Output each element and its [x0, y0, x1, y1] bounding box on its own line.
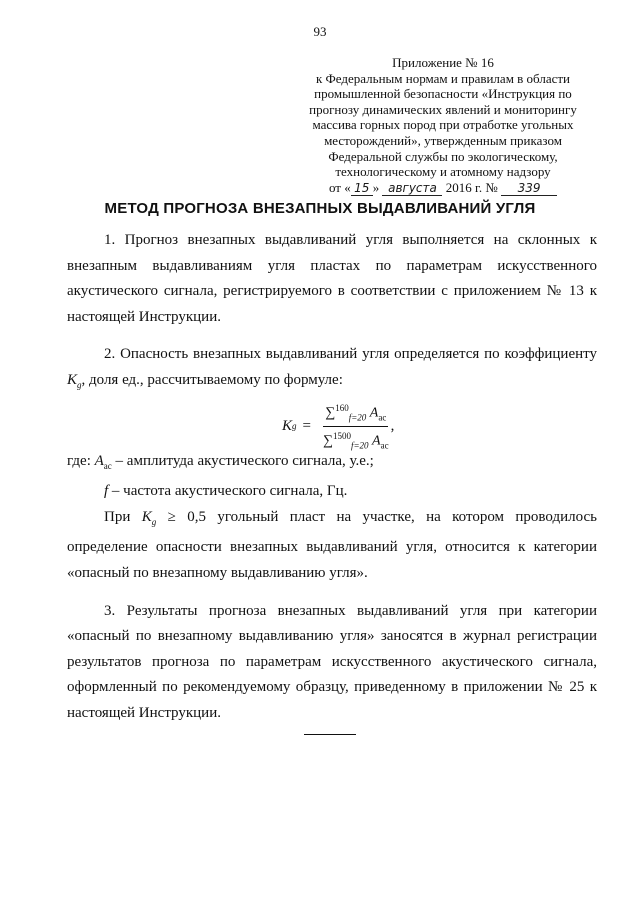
coefficient-subscript: g	[77, 379, 82, 390]
page-number: 93	[313, 24, 327, 39]
frequency-text: – частота акустического сигнала, Гц.	[108, 483, 348, 500]
order-year: 2016 г. №	[445, 179, 498, 195]
paragraph-3-text-after: ≥ 0,5 угольный пласт на участке, на котором проводилось определение опасности внезапных выдавливаний угля, относится к категории «опасный по внезапному выдавливанию угля».	[67, 508, 597, 581]
formula-lhs-subscript: g	[292, 420, 297, 431]
paragraph-3-text-before: При	[104, 508, 142, 525]
document-body	[67, 228, 597, 727]
paragraph-1: 1. Прогноз внезапных выдавливаний угля выполняется на склонных к внезапным выдавливаниям угля пластах по параметрам искусственного акустического сигнала, регистрируемого в соответствии с приложением № 13 к настоящей Инструкции.	[67, 232, 597, 325]
appendix-line: промышленной безопасности «Инструкция по	[314, 86, 572, 102]
where-definition-frequency	[67, 479, 597, 505]
numerator-variable-subscript: ас	[378, 412, 387, 423]
denominator-variable: A	[372, 433, 381, 449]
month-handwritten: августа	[382, 182, 442, 196]
appendix-header	[296, 55, 590, 196]
paragraph-3	[67, 505, 597, 587]
date-mid: »	[372, 179, 380, 195]
formula-fraction	[321, 399, 391, 455]
paragraph-2-text-before: 2. Опасность внезапных выдавливаний угля определяется по коэффициенту	[104, 346, 597, 363]
denominator-lower-limit: f=20	[350, 440, 369, 451]
order-date-line	[296, 180, 590, 196]
formula	[282, 399, 394, 455]
paragraph-3-symbol: K	[141, 508, 152, 525]
formula-trailing-comma: ,	[390, 417, 395, 434]
formula-denominator	[321, 427, 391, 454]
numerator-sum-sign: ∑	[325, 405, 336, 421]
date-prefix: от «	[328, 179, 351, 195]
formula-numerator	[323, 399, 388, 427]
where-prefix: где:	[67, 452, 95, 469]
paragraph-2	[67, 342, 597, 398]
appendix-line: Федеральной службы по экологическому,	[328, 148, 558, 164]
formula-equals: =	[302, 417, 311, 434]
appendix-line: месторождений», утвержденным приказом	[324, 132, 562, 148]
paragraph-4: 3. Результаты прогноза внезапных выдавливаний угля при категории «опасный по внезапному выдавливанию угля» заносятся в журнал регистрации результатов прогноза по параметрам искусственного акустического сигнала, оформленный по рекомендуемому образцу, приведенному в приложении № 25 к настоящей Инструкции.	[67, 602, 597, 721]
denominator-upper-limit: 1500	[332, 431, 351, 442]
order-number-handwritten: 339	[501, 182, 557, 196]
appendix-line: Приложение № 16	[392, 55, 494, 70]
denominator-sum-sign: ∑	[322, 433, 333, 449]
denominator-variable-subscript: ас	[380, 440, 389, 451]
end-divider	[304, 734, 356, 735]
formula-block	[67, 399, 597, 449]
paragraph-3-symbol-subscript: g	[151, 516, 157, 527]
appendix-line: технологическому и атомному надзору	[335, 164, 551, 180]
where-variable-subscript: ас	[103, 460, 112, 471]
numerator-variable: A	[369, 405, 379, 421]
appendix-line: массива горных пород при отработке угольных	[312, 117, 574, 133]
numerator-upper-limit: 160	[335, 402, 349, 413]
where-variable: A	[94, 452, 104, 469]
where-text: – амплитуда акустического сигнала, у.е.;	[111, 452, 374, 469]
formula-lhs: K	[282, 417, 293, 434]
document-title: МЕТОД ПРОГНОЗА ВНЕЗАПНЫХ ВЫДАВЛИВАНИЙ УГЛЯ	[104, 200, 536, 217]
coefficient-symbol: K	[67, 371, 78, 388]
frequency-variable: f	[104, 483, 109, 500]
paragraph-2-text-after: , доля ед., рассчитываемому по формуле:	[81, 371, 343, 388]
numerator-lower-limit: f=20	[348, 412, 367, 423]
day-handwritten: 15	[351, 182, 373, 196]
appendix-line: прогнозу динамических явлений и мониторингу	[309, 101, 577, 117]
appendix-line: к Федеральным нормам и правилам в области	[315, 70, 571, 86]
